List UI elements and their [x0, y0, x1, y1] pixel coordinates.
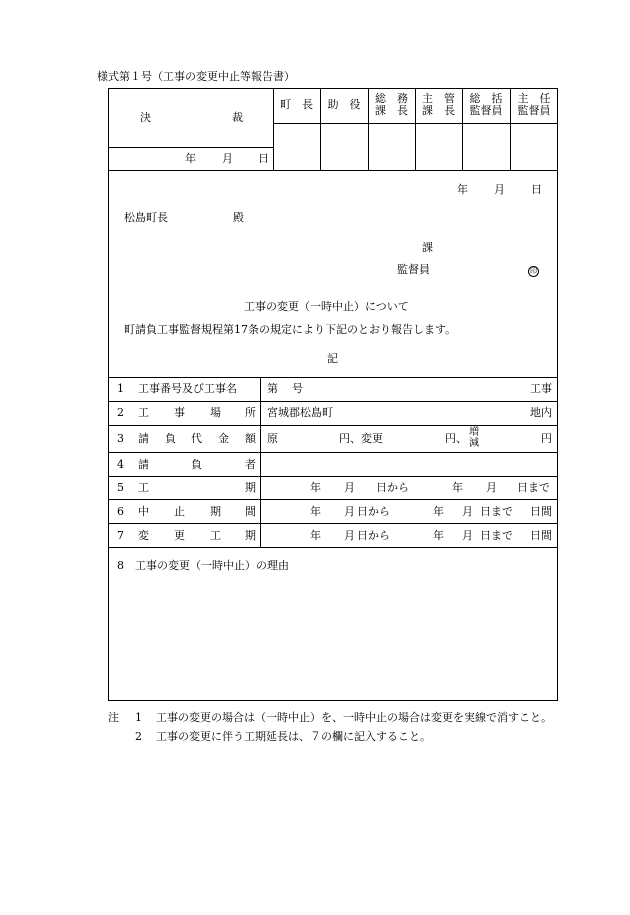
contract-gen: 減: [469, 438, 479, 449]
note-1-text: 工事の変更の場合は（一時中止）を、一時中止の場合は変更を実線で消すこと。: [156, 711, 552, 724]
table-divider: [260, 377, 261, 547]
r6-month1: 月: [344, 505, 355, 518]
row-7-label-4: 期: [245, 529, 256, 542]
report-day: 日: [531, 183, 542, 196]
role-joyaku: 助 役: [327, 98, 361, 111]
row-6-label-3: 期: [210, 505, 221, 518]
report-year: 年: [457, 183, 468, 196]
row-1-dai: 第: [267, 382, 278, 395]
note-2-num: 2: [135, 730, 142, 743]
kessai-label-2: 裁: [232, 111, 243, 124]
r6-day1: 日から: [357, 505, 390, 518]
row-2-label-1: 工: [138, 406, 149, 419]
site-address: 宮城郡松島町: [267, 406, 333, 419]
row-5-num: 5: [117, 481, 124, 494]
row-2-num: 2: [117, 406, 124, 419]
report-month: 月: [494, 183, 505, 196]
r6-year1: 年: [310, 505, 321, 518]
form-title: 様式第１号（工事の変更中止等報告書）: [97, 70, 295, 83]
row-6-label-2: 止: [174, 505, 185, 518]
r5-year2: 年: [452, 481, 463, 494]
r7-year1: 年: [310, 529, 321, 542]
row-4-num: 4: [117, 458, 124, 471]
r5-day2: 日まで: [517, 481, 550, 494]
row-1-num: 1: [117, 382, 124, 395]
contract-zou: 増: [469, 427, 479, 438]
row-3-label-3: 代: [191, 432, 202, 445]
role-shunin: 主 任 監督員: [517, 92, 551, 117]
approval-month: 月: [222, 152, 233, 165]
r7-month2: 月: [462, 529, 473, 542]
row-1-label: 工事番号及び工事名: [138, 382, 237, 395]
r6-days: 日間: [530, 505, 552, 518]
section-label: 課: [422, 241, 433, 254]
approval-year: 年: [185, 152, 196, 165]
row-6-label-4: 間: [245, 505, 256, 518]
approval-day: 日: [258, 152, 269, 165]
r6-day2: 日まで: [480, 505, 513, 518]
row-6-label-1: 中: [138, 505, 149, 518]
row-5-label-1: 工: [138, 481, 149, 494]
r7-days: 日間: [530, 529, 552, 542]
row-4-label-2: 負: [191, 458, 202, 471]
r5-month1: 月: [344, 481, 355, 494]
row-1-go: 号: [292, 382, 303, 395]
row-2-label-4: 所: [245, 406, 256, 419]
r6-month2: 月: [462, 505, 473, 518]
supervisor-label: 監督員: [397, 263, 430, 276]
row-4-label-1: 請: [138, 458, 149, 471]
role-somu: 総 務 課 長: [375, 92, 408, 117]
r5-year1: 年: [310, 481, 321, 494]
role-shukan: 主 管 課 長: [422, 92, 455, 117]
kessai-label-1: 決: [140, 111, 151, 124]
row-7-num: 7: [117, 529, 124, 542]
note-2-text: 工事の変更に伴う工期延長は、７の欄に記入すること。: [156, 730, 431, 743]
row-5-label-2: 期: [245, 481, 256, 494]
row-1-koji: 工事: [530, 382, 552, 395]
r5-month2: 月: [486, 481, 497, 494]
note-1-num: 1: [135, 711, 142, 724]
role-chouchou: 町 長: [280, 98, 313, 111]
contract-yen-mid: 円、: [445, 432, 467, 445]
r5-day1: 日から: [376, 481, 409, 494]
row-3-label-1: 請: [138, 432, 149, 445]
row-3-label-4: 金: [218, 432, 229, 445]
r6-year2: 年: [433, 505, 444, 518]
ki-label: 記: [327, 352, 338, 365]
role-sokatsu: 総 括 監督員: [469, 92, 503, 117]
contract-original: 原: [267, 432, 278, 445]
reason-label: 8 工事の変更（一時中止）の理由: [117, 559, 289, 572]
seal-icon: 印: [530, 267, 537, 275]
row-7-label-3: 工: [210, 529, 221, 542]
r7-year2: 年: [433, 529, 444, 542]
row-7-label-1: 変: [138, 529, 149, 542]
row-4-label-3: 者: [245, 458, 256, 471]
r7-day1: 日から: [357, 529, 390, 542]
honorific: 殿: [233, 211, 244, 224]
body-text: 町請負工事監督規程第17条の規定により下記のとおり報告します。: [124, 323, 457, 336]
row-7-label-2: 更: [174, 529, 185, 542]
row-2-label-3: 場: [210, 406, 221, 419]
r7-month1: 月: [344, 529, 355, 542]
contract-change: 円、変更: [339, 432, 383, 445]
row-3-label-2: 負: [165, 432, 176, 445]
row-3-num: 3: [117, 432, 124, 445]
site-chinai: 地内: [530, 406, 552, 419]
row-3-label-5: 額: [245, 432, 256, 445]
subject: 工事の変更（一時中止）について: [244, 300, 409, 313]
addressee: 松島町長: [124, 211, 168, 224]
notes-prefix: 注: [108, 711, 119, 724]
row-2-label-2: 事: [174, 406, 185, 419]
row-6-num: 6: [117, 505, 124, 518]
contract-yen-end: 円: [541, 432, 552, 445]
r7-day2: 日まで: [480, 529, 513, 542]
